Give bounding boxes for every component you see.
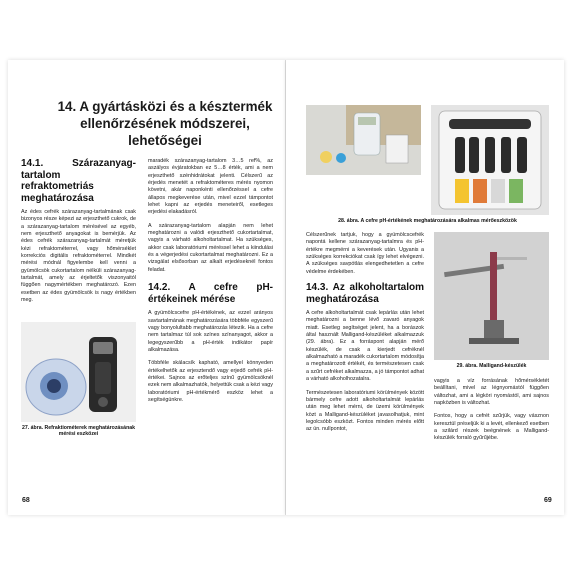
left-column-2 [148, 158, 273, 410]
figure-27-caption: 27. ábra. Refraktiométerek meghatározásának mérési eszközei [21, 425, 136, 438]
right-page [286, 60, 564, 515]
paragraph: Többféle skálacsík kapható, amellyel könnyeden értékelhetők az erjesztendő vagy erjedő cefrék pH-értékei. Sajnos az erőteljes színű gyümölcsöknél ezek nem alkalmazhatók, helyettük csak a kézi vagy laboratóriumi pH-értékmérő eszköz lehet a segítségünkre. [148, 360, 273, 403]
ph-test-kit-photo [431, 105, 549, 215]
paragraph: Célszerűnek tartjuk, hogy a gyümölcscefrék napontá kellene szárazanyag-tartalmra és pH-értékre megmérni a keverések után. Ugyanis a szükséges korrekciókat csak így lehet elvégezni. A szükséges savpótlás elengedhetetlen a cefre védelme érdekében. [306, 232, 424, 275]
paragraph: A gyümölcscefre pH-értékének, az ezzel arányos savtartalmának meghatározására többféle egyszerű vagy bonyolultabb meghatározás létezik. Ha a cefre nem tartalmaz túl sok színes színanyagot, akkor a legegyszerűbb a pH-érték indikátor papír alkalmazása. [148, 310, 273, 353]
page-number-left: 68 [22, 497, 30, 504]
paragraph: vagyis a víz forrásának hőmérsékletét beállítani, mivel az légnyomástól függően változhat, ami a légköri nyomástól, ami sajnos napközben is változhat. [434, 378, 549, 407]
malligand-apparatus-photo [434, 232, 549, 360]
section-heading-14-1: 14.1. Szárazanyag-tartalom refraktometriás meghatározása [21, 158, 136, 204]
paragraph: Fontos, hogy a cefrét szűrjük, vagy vásznon keresztül préseljük ki a levét, ellenkező esetben a szilárd részek beégnének a Malligand-készülék forraló gyűrűjébe. [434, 413, 549, 442]
paragraph: Az édes cefrék szárazanyag-tartalmának csak bizonyos része képezi az erjeszthető cukrok, de a szárazanyag-tartalom mérésével az egyéb, nem erjeszthető anyagokat is bemérjük. Az édes cefrék szárazanyag-tartalmát méretjük kézi refraktométerrel, vagy hőmérséklet korrekciós digitális refraktométerrel. Mindkét mérési módnál figyelembe kell venni a gyümölcsök cukortartalom nélküli szárazanyag-tartalmát, amely az érjeltetők viszonyaitól függően nagymértékben meghatározó. Ezen esetben az édes gyümölcsök is nagy értékben meg. [21, 209, 136, 304]
left-column-1 [21, 158, 136, 310]
right-column-2 [434, 378, 549, 449]
section-heading-14-3: 14.3. Az alkoholtartalom meghatározása [306, 282, 424, 305]
paragraph: A szárazanyag-tartalom alapján nem lehet meghatározni a valódi erjeszthető cukortartalmat, vagyis a várható alkoholtartalmat. Ha szükséges, akkor csak laboratóriumi méréssel lehet a kiindulási és a végerjedési cukortartalmat meghatározni. Ez a vizsgálat elsősorban az alkalt erjedéseknél fontos feladat. [148, 222, 273, 273]
paragraph: A cefre alkoholtartalmát csak lepárlás után lehet meghatározni a benne lévő zavaró anyagok miatt. Esetleg segítséget jelent, ha a borászok által használt Malligand-készüléket alkalmazzuk (29. ábra). Ez a forráspont alapján mérő készülék, de csak a kierjedt cefréknél alkalmazható a maradék cukortartalom módosítja a meghatározott értékét, és természetesen csak a szűrt cefréket alkalmazza, a jó támpontot adhat a várható alkoholhozatalra. [306, 310, 424, 383]
figure-29-caption: 29. ábra. Malligand-készülék [456, 363, 527, 369]
page-number-right: 69 [544, 497, 552, 504]
chapter-title: 14. A gyártásközi és a késztermék ellenőrzésének módszerei, lehetőségei [57, 99, 273, 148]
right-column-1 [306, 232, 424, 440]
ph-meter-photo [306, 105, 421, 175]
left-page [8, 60, 286, 515]
paragraph: maradék szárazanyag-tartalom 3…5 ref%, az aszályos évjáratokban ez 5…8 érték, ami a nem erjeszthető szénhidrátokat jelenti. Célszerű az érjedés menetét a refraktométeres mérés nyomon követni, akár naponkénti ellenőrzéssel a cefre állapos megkeverése után, mivel ezzel támpontot lehet kapni az erjedés meneteiről, esetleges erjedési elakadásról. [148, 158, 273, 216]
paragraph: Természetesen laboratóriumi körülmények között bármely cefre adott alkoholtartalmát lepárlás után meg lehet mérni, de üzemi körülmények közt a Malligand-készüléket javasolhatjuk, mint legolcsóbb eszközt. Fontos minden mérés előtt az ún. nullpontot, [306, 389, 424, 433]
refractometer-photo [21, 322, 136, 422]
section-heading-14-2: 14.2. A cefre pH-értékeinek mérése [148, 282, 273, 305]
figure-28-caption: 28. ábra. A cefre pH-értékének meghatározására alkalmas mérőeszközök [338, 218, 517, 224]
